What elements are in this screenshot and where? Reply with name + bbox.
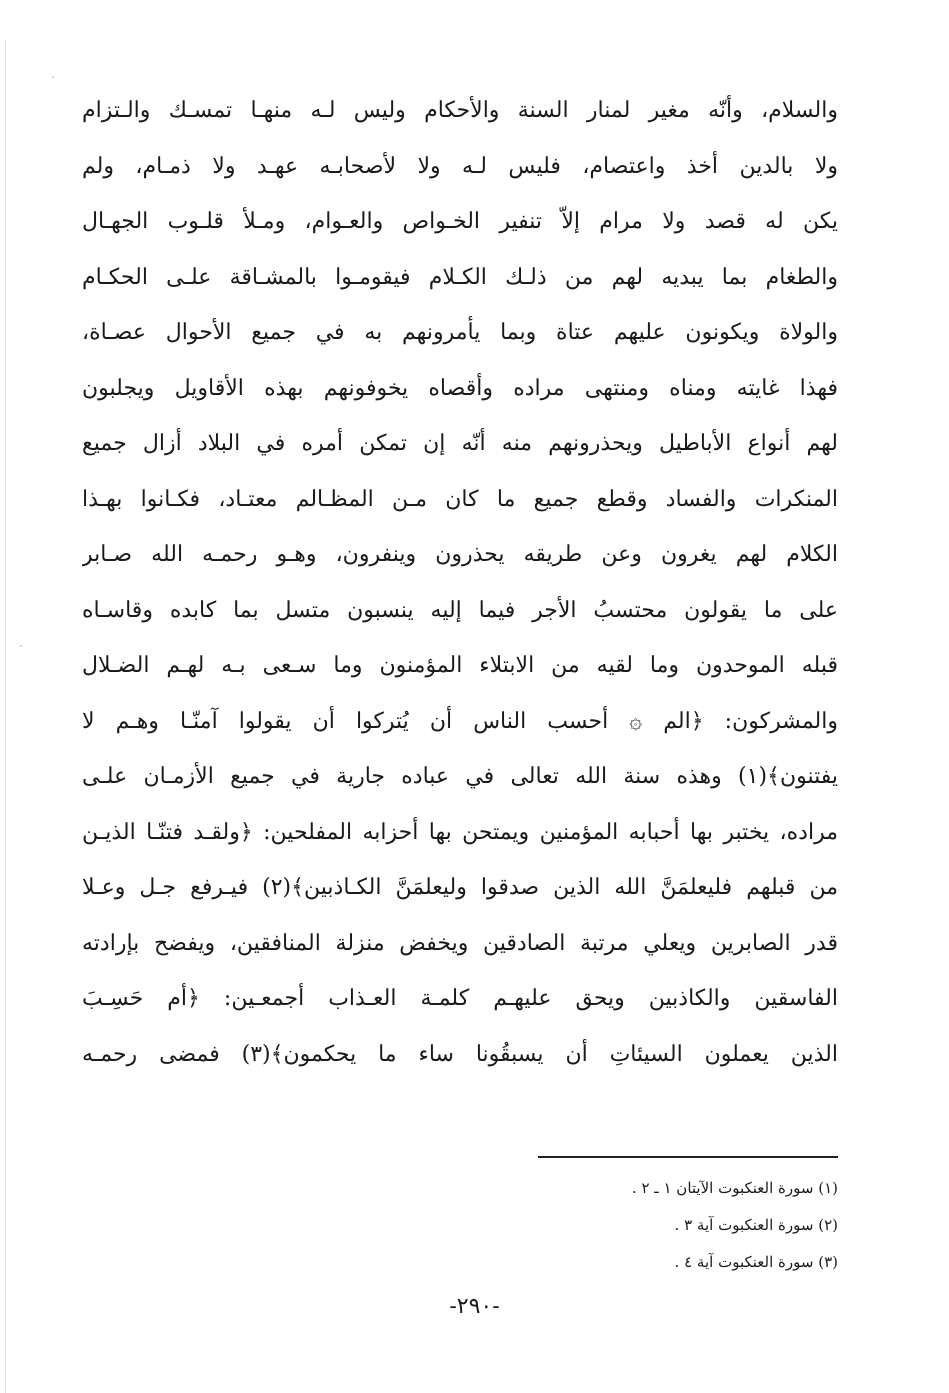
- text-line: قدر الصابرين ويعلي مرتبة الصادقين ويخفض منزلة المنافقين، ويفضح بإرادته: [82, 930, 838, 956]
- text-line: والمشركون: ﴿الم ۞ أحسب الناس أن يُتركوا أن يقولوا آمنّـا وهـم لا: [82, 708, 838, 734]
- footnote-1: (١) سورة العنكبوت الآيتان ١ ـ ٢ .: [631, 1179, 838, 1197]
- text-line: مراده، يختبر بها أحبابه المؤمنين ويمتحن بها أحزابه المفلحين: ﴿ولقـد فتنّـا الذيـن: [82, 819, 838, 845]
- text-line: الكلام لهم يغرون وعن طريقه يحذرون وينفرون، وهـو رحمـه الله صـابر: [82, 542, 838, 567]
- text-line: والولاة ويكونون عليهم عتاة وبما يأمرونهم به في جميع الأحوال عصـاة،: [82, 320, 838, 345]
- text-line: والطغام بما يبديه لهم من ذلـك الكـلام فيقومـوا بالمشـاقة علـى الحكـام: [82, 264, 838, 290]
- text-line: يفتنون﴾(١) وهذه سنة الله تعالى في عباده جارية في جميع الأزمـان علـى: [82, 764, 838, 789]
- text-line: ولا بالدين أخذ واعتصام، فليس لـه ولا لأصحابـه عهـد ولا ذمـام، ولم: [82, 153, 838, 179]
- page-number: -٢٩٠-: [449, 1294, 500, 1319]
- main-text-block: [82, 88, 838, 1087]
- footnote-divider: [538, 1156, 838, 1158]
- footnote-2: (٢) سورة العنكبوت آية ٣ .: [674, 1216, 838, 1234]
- text-line: فهذا غايته ومناه ومنتهى مراده وأقصاه يخوفونهم بهذه الأقاويل ويجلبون: [82, 375, 838, 401]
- footnote-3: (٣) سورة العنكبوت آية ٤ .: [674, 1253, 838, 1271]
- scan-speck: [52, 76, 54, 78]
- text-line: قبله الموحدون وما لقيه من الابتلاء المؤمنون وما سـعى بـه لهـم الضـلال: [82, 653, 838, 678]
- text-line: على ما يقولون محتسبُ الأجر فيما إليه ينسبون متسل بما كابده وقاسـاه: [82, 597, 838, 623]
- text-line: والسلام، وأنّه مغير لمنار السنة والأحكام وليس لـه منهـا تمسـك والـتزام: [82, 98, 838, 123]
- scan-edge-line: [5, 40, 6, 1393]
- text-line: يكن له قصد ولا مرام إلاّ تنفير الخـواص والعـوام، ومـلأ قلـوب الجهـال: [82, 209, 838, 234]
- text-line: الفاسقين والكاذبين ويحق عليهـم كلمـة العـذاب أجمعـين: ﴿أم حَسِـبَ: [82, 986, 838, 1011]
- scan-speck: [20, 645, 22, 647]
- text-line: الذين يعملون السيئاتِ أن يسبقُونا ساء ما يحكمون﴾(٣) فمضى رحمـه: [82, 1041, 838, 1067]
- footnotes: [480, 1173, 838, 1284]
- text-line: لهم أنواع الأباطيل ويحذرونهم منه أنّه إن تمكن أمره في البلاد أزال جميع: [82, 431, 838, 456]
- text-line: من قبلهم فليعلمَنَّ الله الذين صدقوا وليعلمَنَّ الكـاذبين﴾(٢) فيـرفع جـل وعـلا: [82, 875, 838, 900]
- text-line: المنكرات والفساد وقطع جميع ما كان مـن المظـالم معتـاد، فكـانوا بهـذا: [82, 486, 838, 512]
